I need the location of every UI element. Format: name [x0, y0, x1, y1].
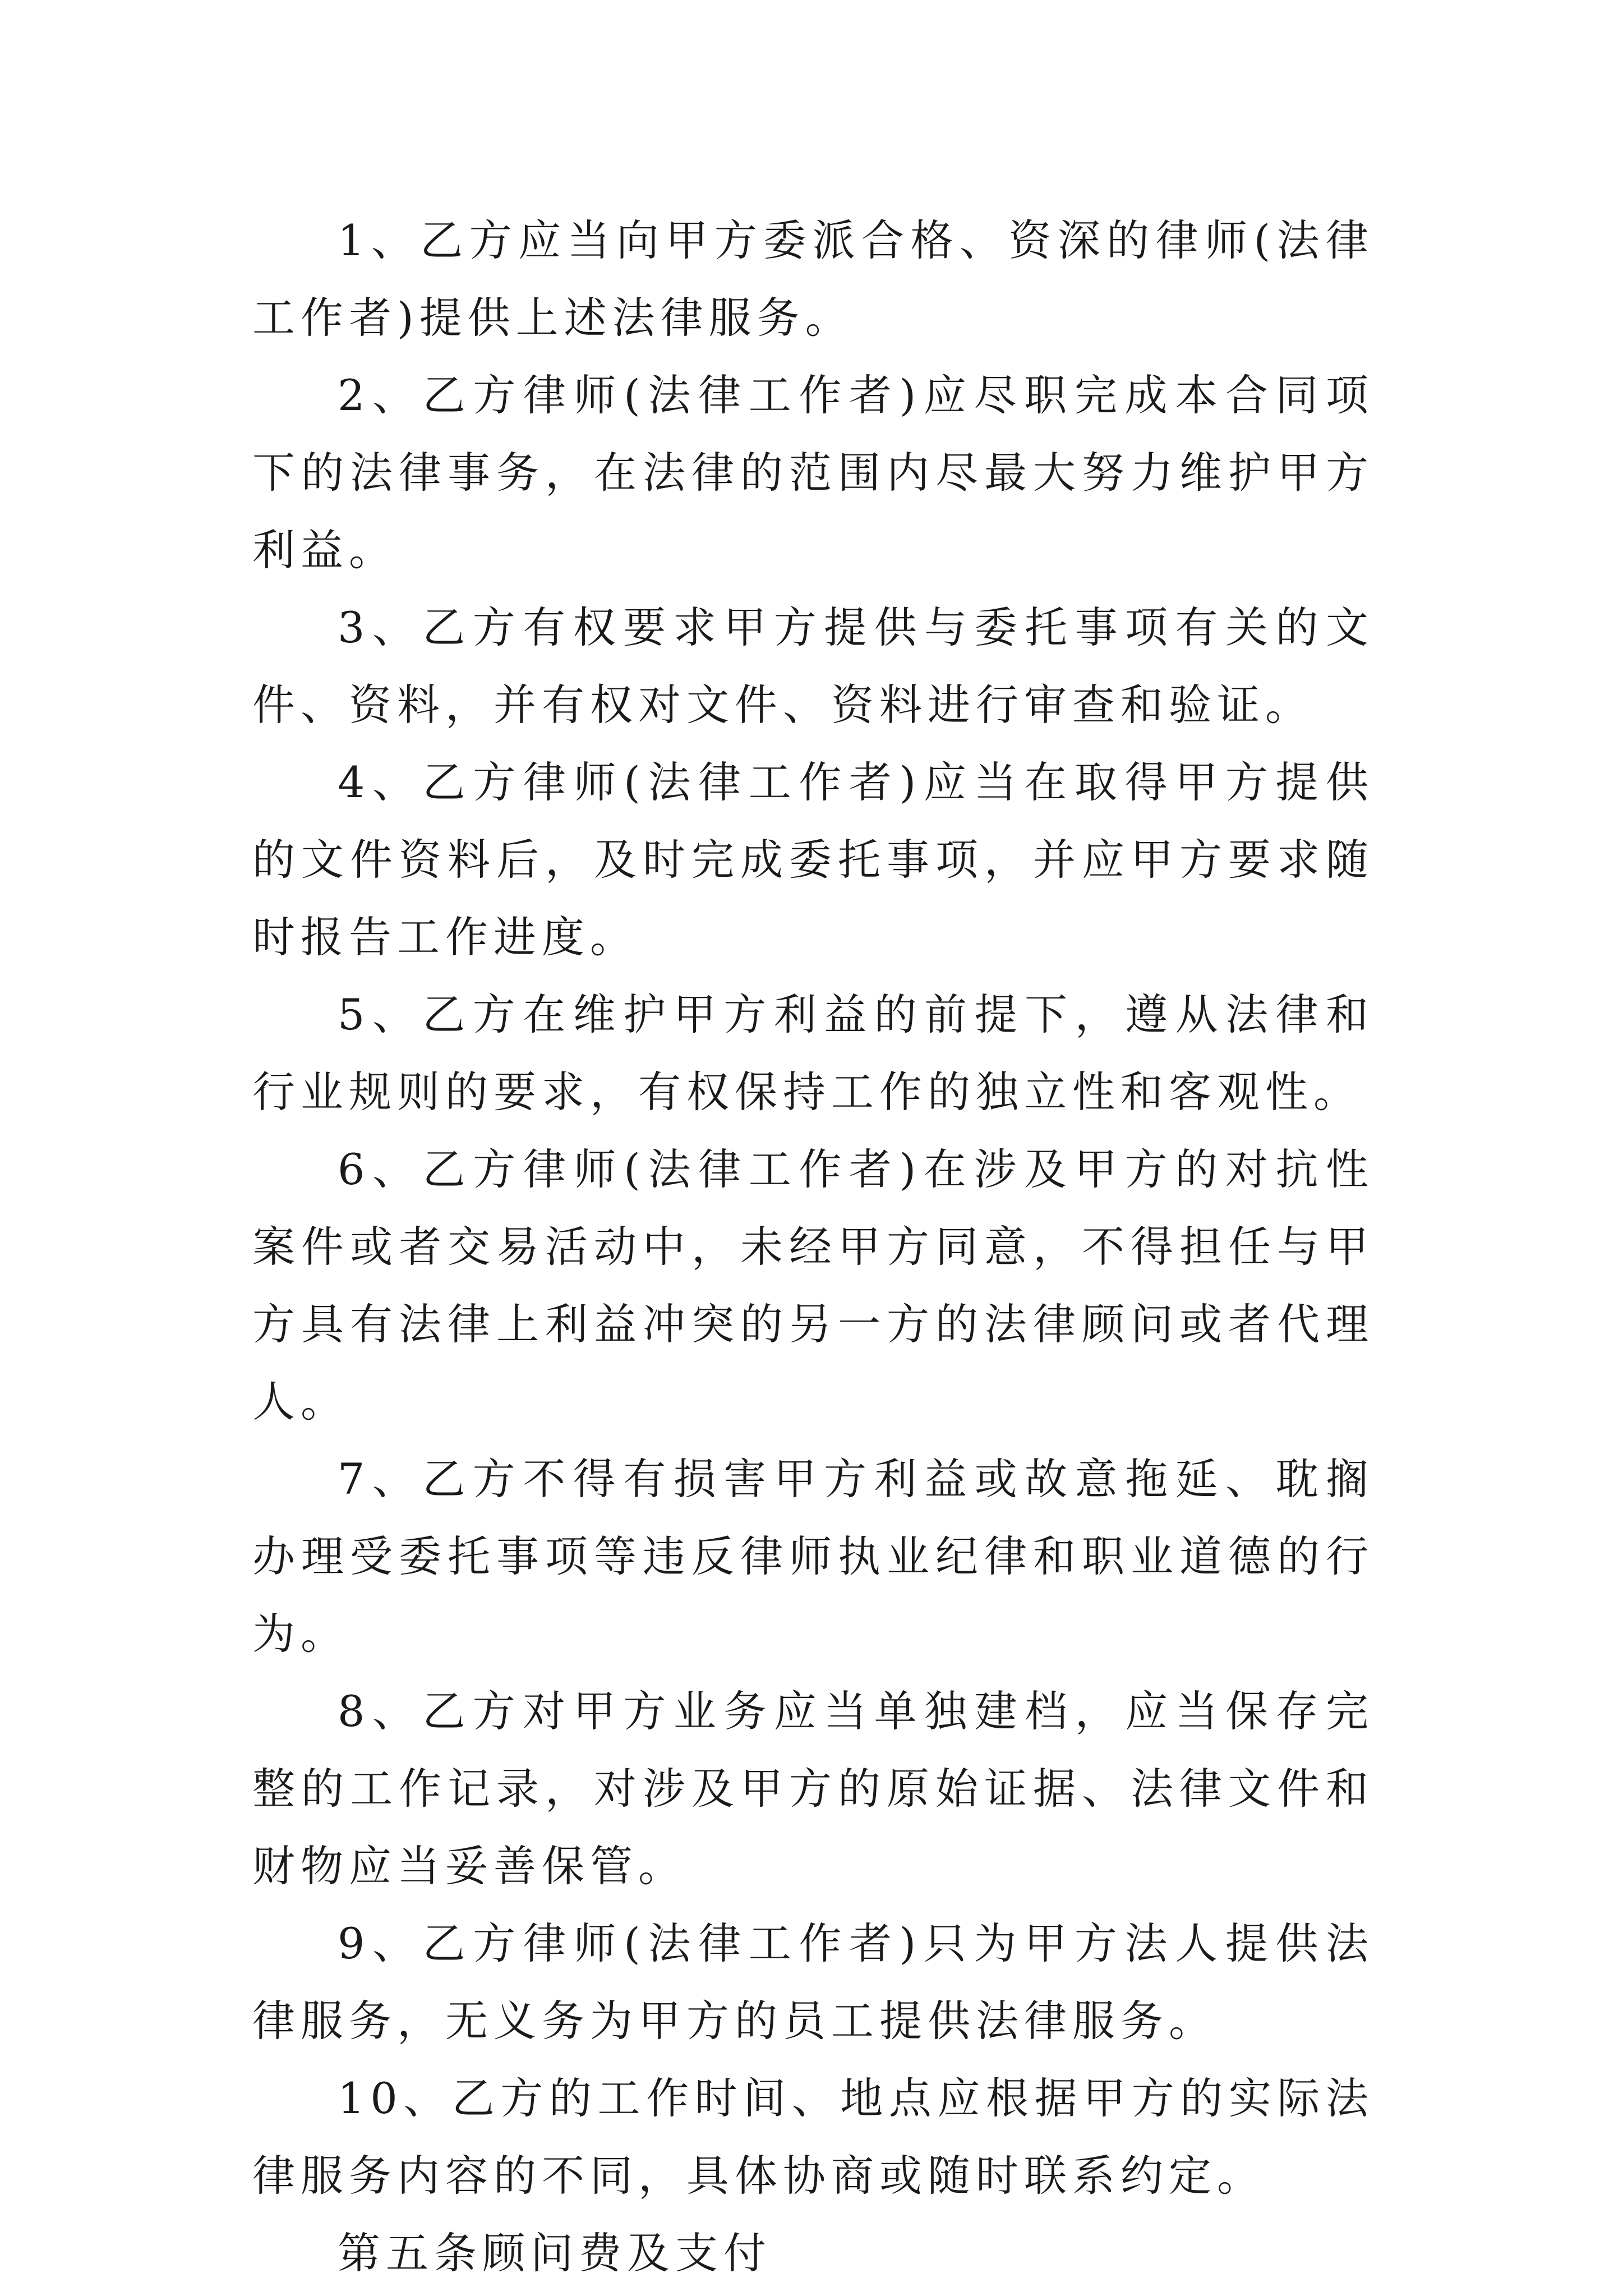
clause-2: 2、乙方律师(法律工作者)应尽职完成本合同项下的法律事务，在法律的范围内尽最大努力维护甲方利益。: [252, 370, 1374, 575]
clause-6: 6、乙方律师(法律工作者)在涉及甲方的对抗性案件或者交易活动中，未经甲方同意，不得担任与甲方具有法律上利益冲突的另一方的法律顾问或者代理人。: [252, 1144, 1374, 1427]
clause-10: 10、乙方的工作时间、地点应根据甲方的实际法律服务内容的不同，具体协商或随时联系约定。: [252, 2073, 1374, 2201]
clause-8: 8、乙方对甲方业务应当单独建档，应当保存完整的工作记录，对涉及甲方的原始证据、法律文件和财物应当妥善保管。: [252, 1686, 1374, 1891]
clause-7: 7、乙方不得有损害甲方利益或故意拖延、耽搁办理受委托事项等违反律师执业纪律和职业道德的行为。: [252, 1454, 1374, 1659]
clause-5: 5、乙方在维护甲方利益的前提下，遵从法律和行业规则的要求，有权保持工作的独立性和客观性。: [252, 990, 1374, 1117]
clause-3: 3、乙方有权要求甲方提供与委托事项有关的文件、资料，并有权对文件、资料进行审查和验证。: [252, 602, 1374, 730]
document-body: [252, 202, 1374, 2292]
clause-9: 9、乙方律师(法律工作者)只为甲方法人提供法律服务，无义务为甲方的员工提供法律服务。: [252, 1918, 1374, 2046]
section-heading-article-5: 第五条顾问费及支付: [338, 2228, 772, 2278]
clause-1: 1、乙方应当向甲方委派合格、资深的律师(法律工作者)提供上述法律服务。: [252, 215, 1374, 343]
clause-4: 4、乙方律师(法律工作者)应当在取得甲方提供的文件资料后，及时完成委托事项，并应甲方要求随时报告工作进度。: [252, 757, 1374, 962]
